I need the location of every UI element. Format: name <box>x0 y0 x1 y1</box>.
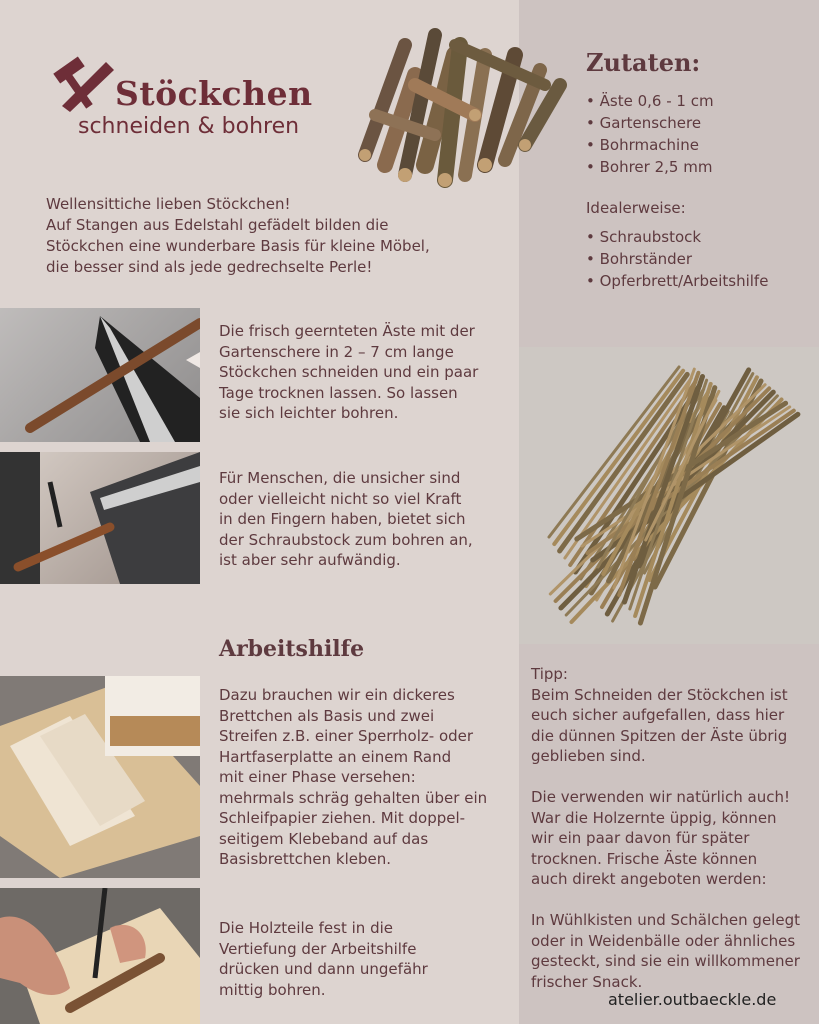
page-subtitle: schneiden & bohren <box>78 114 300 139</box>
tip-text: Tipp: Beim Schneiden der Stöckchen ist euch sicher aufgefallen, dass hier die dünnen Spitzen der Äste übrig geblieben sind. Die verwenden wir natürlich auch! War die Holzernte üppig, können wir ein paar davon für später trocknen. Frische Äste können auch direkt angeboten werden: In Wühlkisten und Schälchen gelegt oder in Weidenbälle oder ähnliches gesteckt, sind sie ein willkommener frischer Snack. <box>531 665 800 991</box>
cutting-photo <box>0 308 200 442</box>
list-item: • Opferbrett/Arbeitshilfe <box>586 270 768 292</box>
ingredients-list <box>586 90 714 178</box>
thin-sticks-photo <box>519 347 819 644</box>
list-item: • Bohrständer <box>586 248 768 270</box>
vise-photo <box>0 452 200 584</box>
list-item: • Gartenschere <box>586 112 714 134</box>
page-title: Stöckchen <box>115 74 313 113</box>
list-item: • Bohrmachine <box>586 134 714 156</box>
ideal-heading: Idealerweise: <box>586 199 686 217</box>
ideal-list <box>586 226 768 292</box>
step-jig-text: Dazu brauchen wir ein dickeres Brettchen als Basis und zwei Streifen z.B. einer Sperrholz- oder Hartfaserplatte an einem Rand mit einer Phase versehen: mehrmals schräg gehalten über ein Schleifpapier ziehen. Mit doppel- seitigem Klebeband auf das Basisbrettchen kleben. <box>219 686 488 868</box>
step-vise-text: Für Menschen, die unsicher sind oder vielleicht nicht so viel Kraft in den Fingern haben, bietet sich der Schraubstock zum bohren an, ist aber sehr aufwändig. <box>219 469 473 569</box>
wood-logs-photo <box>345 15 575 195</box>
jig-heading: Arbeitshilfe <box>219 636 365 662</box>
list-item: • Schraubstock <box>586 226 768 248</box>
website-link[interactable]: atelier.outbaeckle.de <box>608 990 777 1009</box>
hammer-saw-icon <box>52 56 116 112</box>
step-drill-text: Die Holzteile fest in die Vertiefung der Arbeitshilfe drücken und dann ungefähr mittig bohren. <box>219 919 428 999</box>
ingredients-heading: Zutaten: <box>586 48 701 77</box>
jig-photo <box>0 676 200 878</box>
step-cut-text: Die frisch geernteten Äste mit der Gartenschere in 2 – 7 cm lange Stöckchen schneiden und ein paar Tage trocknen lassen. So lassen sie sich leichter bohren. <box>219 322 479 422</box>
intro-text: Wellensittiche lieben Stöckchen! Auf Stangen aus Edelstahl gefädelt bilden die Stöckchen eine wunderbare Basis für kleine Möbel, die besser sind als jede gedrechselte Perle! <box>46 195 430 276</box>
list-item: • Äste 0,6 - 1 cm <box>586 90 714 112</box>
drilling-photo <box>0 888 200 1024</box>
list-item: • Bohrer 2,5 mm <box>586 156 714 178</box>
